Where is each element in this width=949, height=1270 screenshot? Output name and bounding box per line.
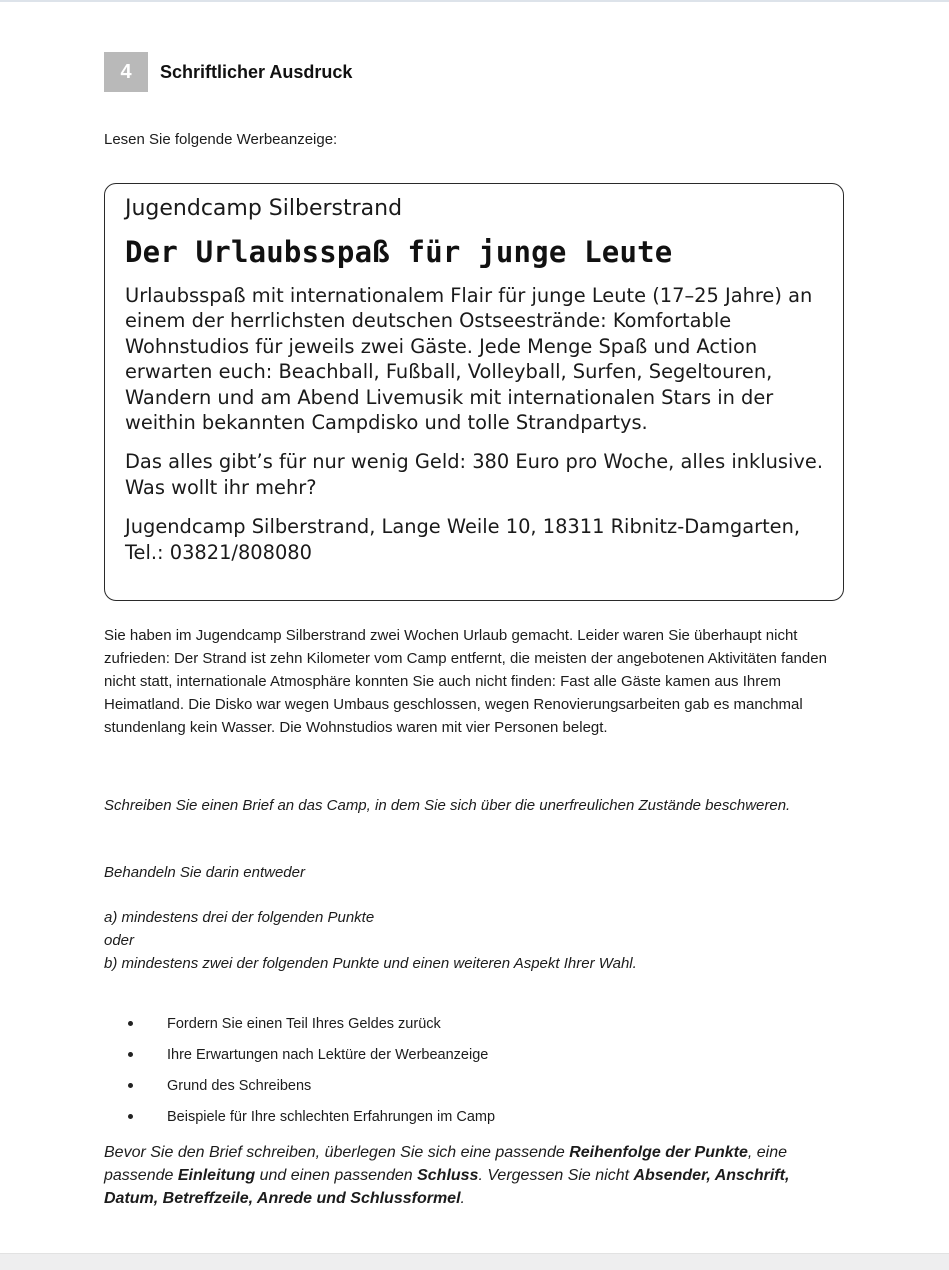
- bullet-icon: [128, 1083, 133, 1088]
- list-item: [128, 1070, 495, 1101]
- ad-headline: Der Urlaubsspaß für junge Leute: [125, 235, 673, 269]
- list-item-text: Beispiele für Ihre schlechten Erfahrungen im Camp: [167, 1108, 496, 1125]
- situation-text: Sie haben im Jugendcamp Silberstrand zwei Wochen Urlaub gemacht. Leider waren Sie überhaupt nicht zufrieden: Der Strand ist zehn Kilometer vom Camp entfernt, die meisten der angebotenen Aktivitäten fanden nicht statt, internationale Atmosphäre konnten Sie auch nicht finden: Fast alle Gäste kamen aus Ihrem Heimatland. Die Disko war wegen Umbaus geschlossen, wegen Renovierungsarbeiten gab es manchmal stundenlang kein Wasser. Die Wohnstudios waren mit vier Personen belegt.: [104, 627, 827, 736]
- bullet-icon: [128, 1114, 133, 1119]
- final-bold-introduction: Einleitung: [177, 1167, 256, 1184]
- list-item-text: Fordern Sie einen Teil Ihres Geldes zurück: [167, 1015, 441, 1032]
- final-text-3: und einen passenden: [255, 1167, 418, 1184]
- bullet-icon: [128, 1052, 133, 1057]
- ad-price: Das alles gibt’s für nur wenig Geld: 380 Euro pro Woche, alles inklusive. Was wollt ihr mehr?: [125, 450, 823, 499]
- points-list: [128, 1008, 495, 1132]
- bullet-icon: [128, 1021, 133, 1026]
- advertisement-box: [104, 183, 844, 601]
- option-a: a) mindestens drei der folgenden Punkte: [104, 909, 375, 926]
- list-item: [128, 1008, 495, 1039]
- list-item-text: Grund des Schreibens: [167, 1077, 312, 1094]
- final-bold-order: Reihenfolge der Punkte: [569, 1144, 748, 1161]
- top-border: [0, 0, 949, 2]
- list-item: [128, 1101, 495, 1132]
- ad-description: Urlaubsspaß mit internationalem Flair für junge Leute (17–25 Jahre) an einem der herrlichsten deutschen Ostseestrände: Komfortable Wohnstudios für jeweils zwei Gäste. Jede Menge Spaß und Action erwarten euch: Beachball, Fußball, Volleyball, Surfen, Segeltouren, Wandern und am Abend Livemusik mit internationalen Stars in der weithin bekannten Campdisko und tolle Strandpartys.: [125, 284, 813, 435]
- ad-contact: Jugendcamp Silberstrand, Lange Weile 10, 18311 Ribnitz-Damgarten, Tel.: 03821/808080: [125, 515, 801, 564]
- final-text-2: , eine passende: [104, 1144, 788, 1184]
- final-text-1: Bevor Sie den Brief schreiben, überlegen Sie sich eine passende: [104, 1144, 570, 1161]
- section-number: 4: [104, 52, 148, 92]
- final-instructions: [104, 1141, 844, 1210]
- list-item: [128, 1039, 495, 1070]
- section-header: [104, 52, 352, 92]
- option-b: b) mindestens zwei der folgenden Punkte und einen weiteren Aspekt Ihrer Wahl.: [104, 955, 637, 972]
- final-text-4: . Vergessen Sie nicht: [478, 1167, 634, 1184]
- final-text-5: .: [460, 1190, 465, 1207]
- option-or: oder: [104, 932, 135, 949]
- section-title: Schriftlicher Ausdruck: [160, 61, 353, 82]
- list-item-text: Ihre Erwartungen nach Lektüre der Werbeanzeige: [167, 1046, 489, 1063]
- bottom-strip: [0, 1253, 949, 1270]
- instruction-text: Behandeln Sie darin entweder: [104, 864, 305, 881]
- intro-text: Lesen Sie folgende Werbeanzeige:: [104, 131, 338, 148]
- final-bold-letter-parts: Absender, Anschrift, Datum, Betreffzeile, Anrede und Schlussformel: [104, 1167, 790, 1207]
- final-bold-conclusion: Schluss: [417, 1167, 479, 1184]
- ad-brand: Jugendcamp Silberstrand: [125, 196, 403, 221]
- task-text: Schreiben Sie einen Brief an das Camp, in dem Sie sich über die unerfreulichen Zustände beschweren.: [104, 797, 791, 814]
